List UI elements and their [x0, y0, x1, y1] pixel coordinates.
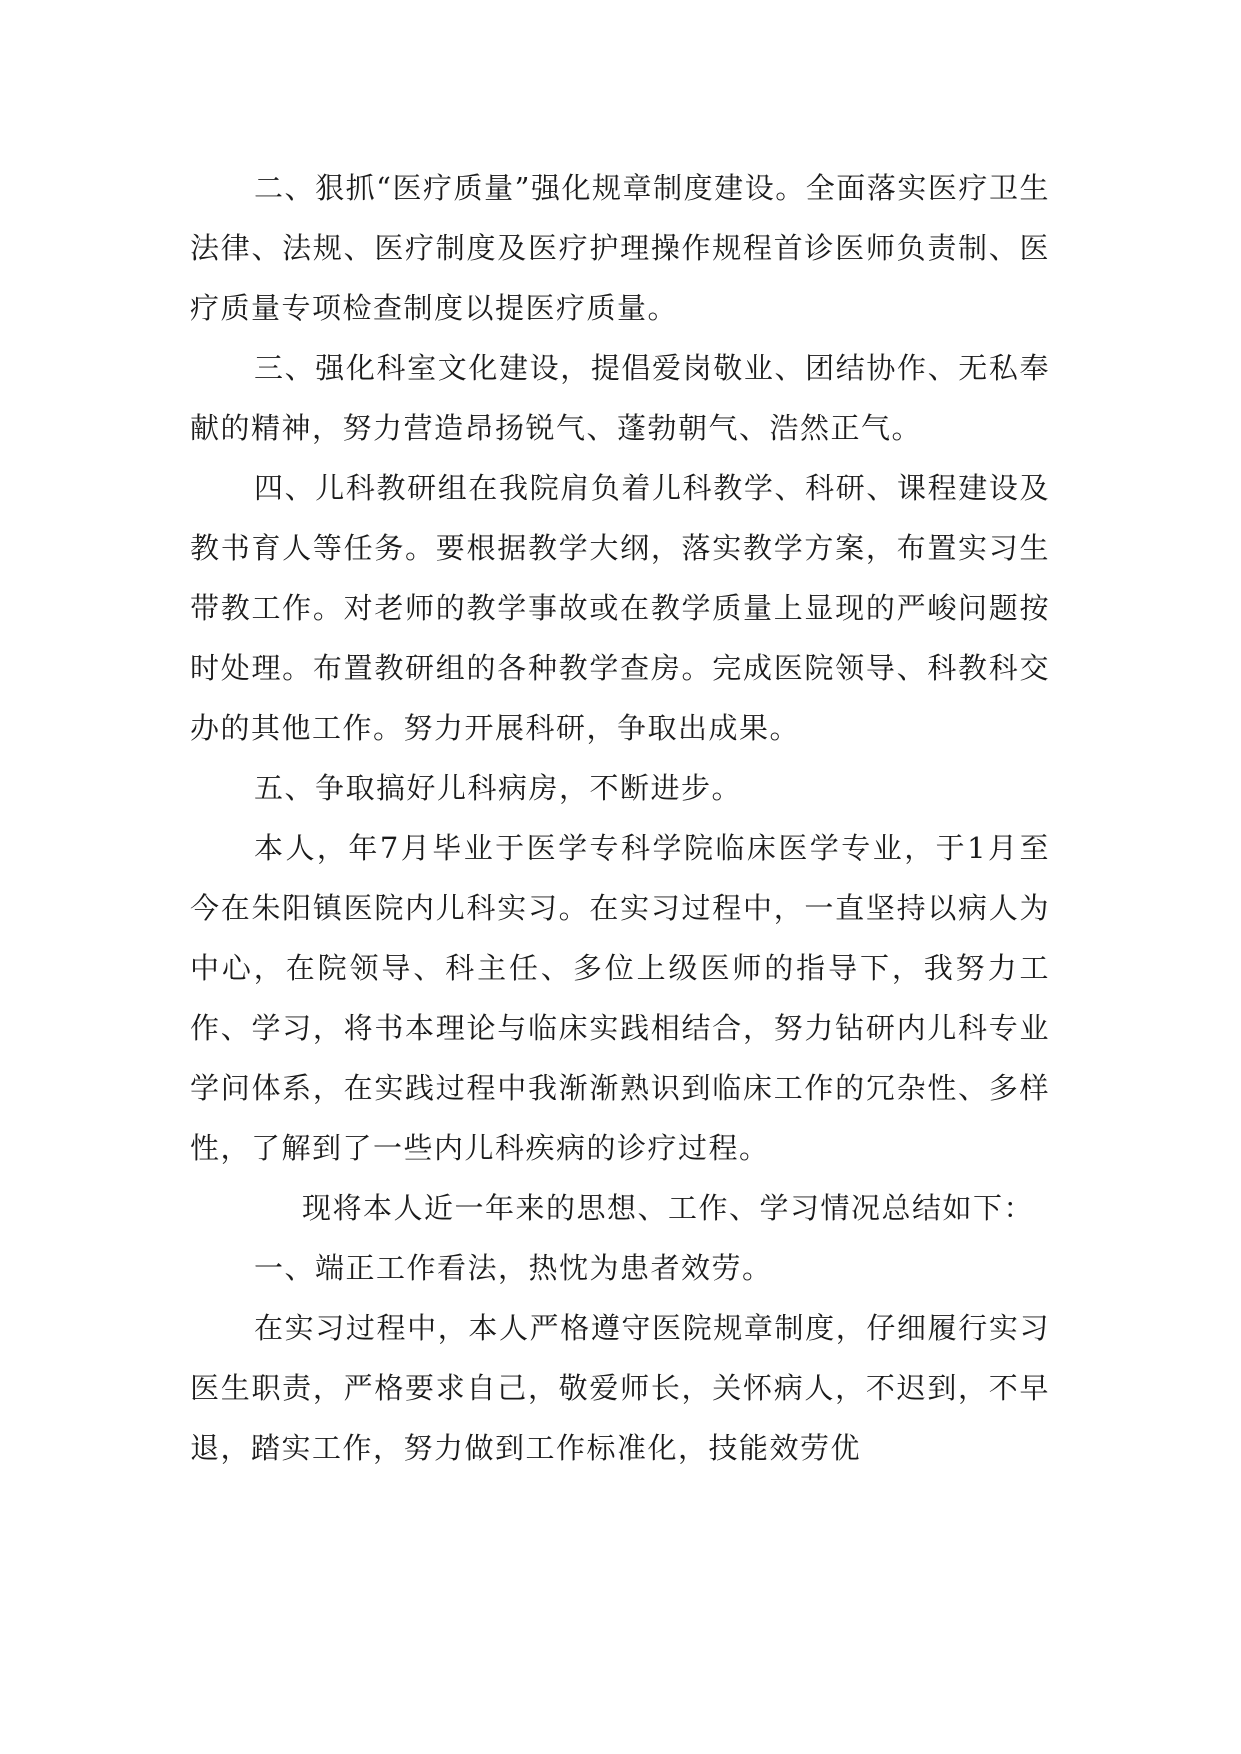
paragraph-attitude-heading: 一、端正工作看法，热忱为患者效劳。: [254, 1251, 773, 1285]
paragraph-summary-intro: 现将本人近一年来的思想、工作、学习情况总结如下：: [302, 1191, 1035, 1225]
paragraph-culture: 三、强化科室文化建设，提倡爱岗敬业、团结协作、无私奉献的精神，努力营造昂扬锐气、蓬勃朝气、浩然正气。: [190, 351, 1050, 445]
document-page: [190, 158, 1050, 1478]
paragraph-self-intro: 本人，年7月毕业于医学专科学院临床医学专业，于1月至今在朱阳镇医院内儿科实习。在实习过程中，一直坚持以病人为中心，在院领导、科主任、多位上级医师的指导下，我努力工作、学习，将书本理论与临床实践相结合，努力钻研内儿科专业学问体系，在实践过程中我渐渐熟识到临床工作的冗杂性、多样性，了解到了一些内儿科疾病的诊疗过程。: [190, 831, 1050, 1165]
paragraph-teaching: 四、儿科教研组在我院肩负着儿科教学、科研、课程建设及教书育人等任务。要根据教学大纲，落实教学方案，布置实习生带教工作。对老师的教学事故或在教学质量上显现的严峻问题按时处理。布置教研组的各种教学查房。完成医院领导、科教科交办的其他工作。努力开展科研，争取出成果。: [190, 471, 1050, 745]
paragraph-quality: 二、狠抓“医疗质量”强化规章制度建设。全面落实医疗卫生法律、法规、医疗制度及医疗护理操作规程首诊医师负责制、医疗质量专项检查制度以提医疗质量。: [190, 171, 1050, 325]
paragraph-attitude-body: 在实习过程中，本人严格遵守医院规章制度，仔细履行实习医生职责，严格要求自己，敬爱师长，关怀病人，不迟到，不早退，踏实工作，努力做到工作标准化，技能效劳优: [190, 1311, 1050, 1465]
paragraph-ward: 五、争取搞好儿科病房，不断进步。: [254, 771, 743, 805]
